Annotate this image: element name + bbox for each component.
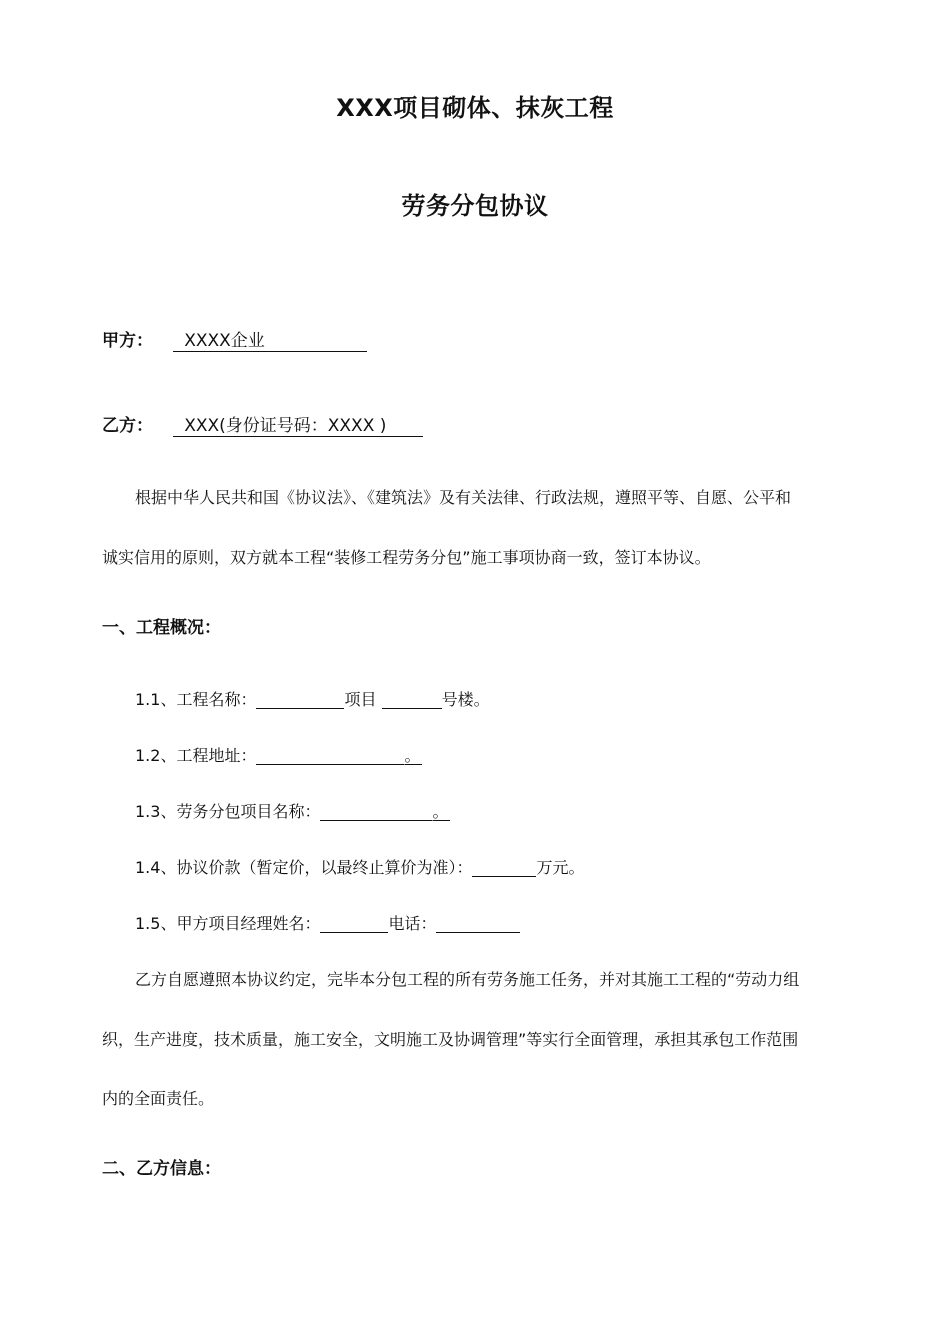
address-blank-end xyxy=(420,746,422,765)
party-a-field xyxy=(173,326,367,352)
section-1-para-line-1: 乙方自愿遵照本协议约定，完毕本分包工程的所有劳务施工任务，并对其施工工程的“劳动力组 xyxy=(135,970,800,989)
party-b-row xyxy=(102,411,423,437)
item-1-1 xyxy=(135,687,490,710)
item-1-5-mid: 电话： xyxy=(388,914,437,933)
party-a-label: 甲方： xyxy=(102,331,153,351)
party-b-value: XXX(身份证号码：XXXX ) xyxy=(184,416,387,436)
item-1-3 xyxy=(135,799,450,822)
phone-blank xyxy=(436,914,520,933)
item-1-2-tail: 。 xyxy=(404,746,421,765)
section-1-para-line-2: 织，生产进度，技术质量，施工安全，文明施工及协调管理”等实行全面管理，承担其承包工作范围 xyxy=(102,1030,799,1049)
item-1-4-suffix: 万元。 xyxy=(536,858,585,877)
project-name-blank xyxy=(256,690,344,709)
building-number-blank xyxy=(382,690,442,709)
item-1-2 xyxy=(135,743,422,766)
item-1-5-label: 1.5、甲方项目经理姓名： xyxy=(135,914,321,933)
party-a-row xyxy=(102,326,367,352)
intro-line-2: 诚实信用的原则，双方就本工程“装修工程劳务分包”施工事项协商一致，签订本协议。 xyxy=(102,548,711,567)
party-b-field xyxy=(173,411,423,437)
item-1-4 xyxy=(135,855,584,878)
item-1-1-label: 1.1、工程名称： xyxy=(135,690,257,709)
item-1-1-suffix: 号楼。 xyxy=(441,690,490,709)
subcontract-name-blank xyxy=(320,802,432,821)
item-1-3-tail: 。 xyxy=(432,802,449,821)
party-a-value: XXXX企业 xyxy=(184,331,265,351)
manager-name-blank xyxy=(320,914,388,933)
section-1-para-line-3: 内的全面责任。 xyxy=(102,1089,215,1108)
item-1-4-label: 1.4、协议价款（暂定价，以最终止算价为准）： xyxy=(135,858,473,877)
item-1-1-mid: 项目 xyxy=(344,690,377,709)
address-blank xyxy=(256,746,404,765)
party-b-label: 乙方： xyxy=(102,416,153,436)
intro-line-1: 根据中华人民共和国《协议法》、《建筑法》及有关法律、行政法规，遵照平等、自愿、公平和 xyxy=(135,488,792,507)
item-1-3-label: 1.3、劳务分包项目名称： xyxy=(135,802,321,821)
item-1-5 xyxy=(135,911,520,934)
item-1-2-label: 1.2、工程地址： xyxy=(135,746,257,765)
section-1-heading: 一、工程概况： xyxy=(102,618,221,638)
document-title: XXX项目砌体、抹灰工程 xyxy=(336,94,614,122)
subcontract-name-blank-end xyxy=(448,802,450,821)
section-2-heading: 二、乙方信息： xyxy=(102,1159,221,1179)
price-blank xyxy=(472,858,536,877)
document-subtitle: 劳务分包协议 xyxy=(401,192,549,220)
